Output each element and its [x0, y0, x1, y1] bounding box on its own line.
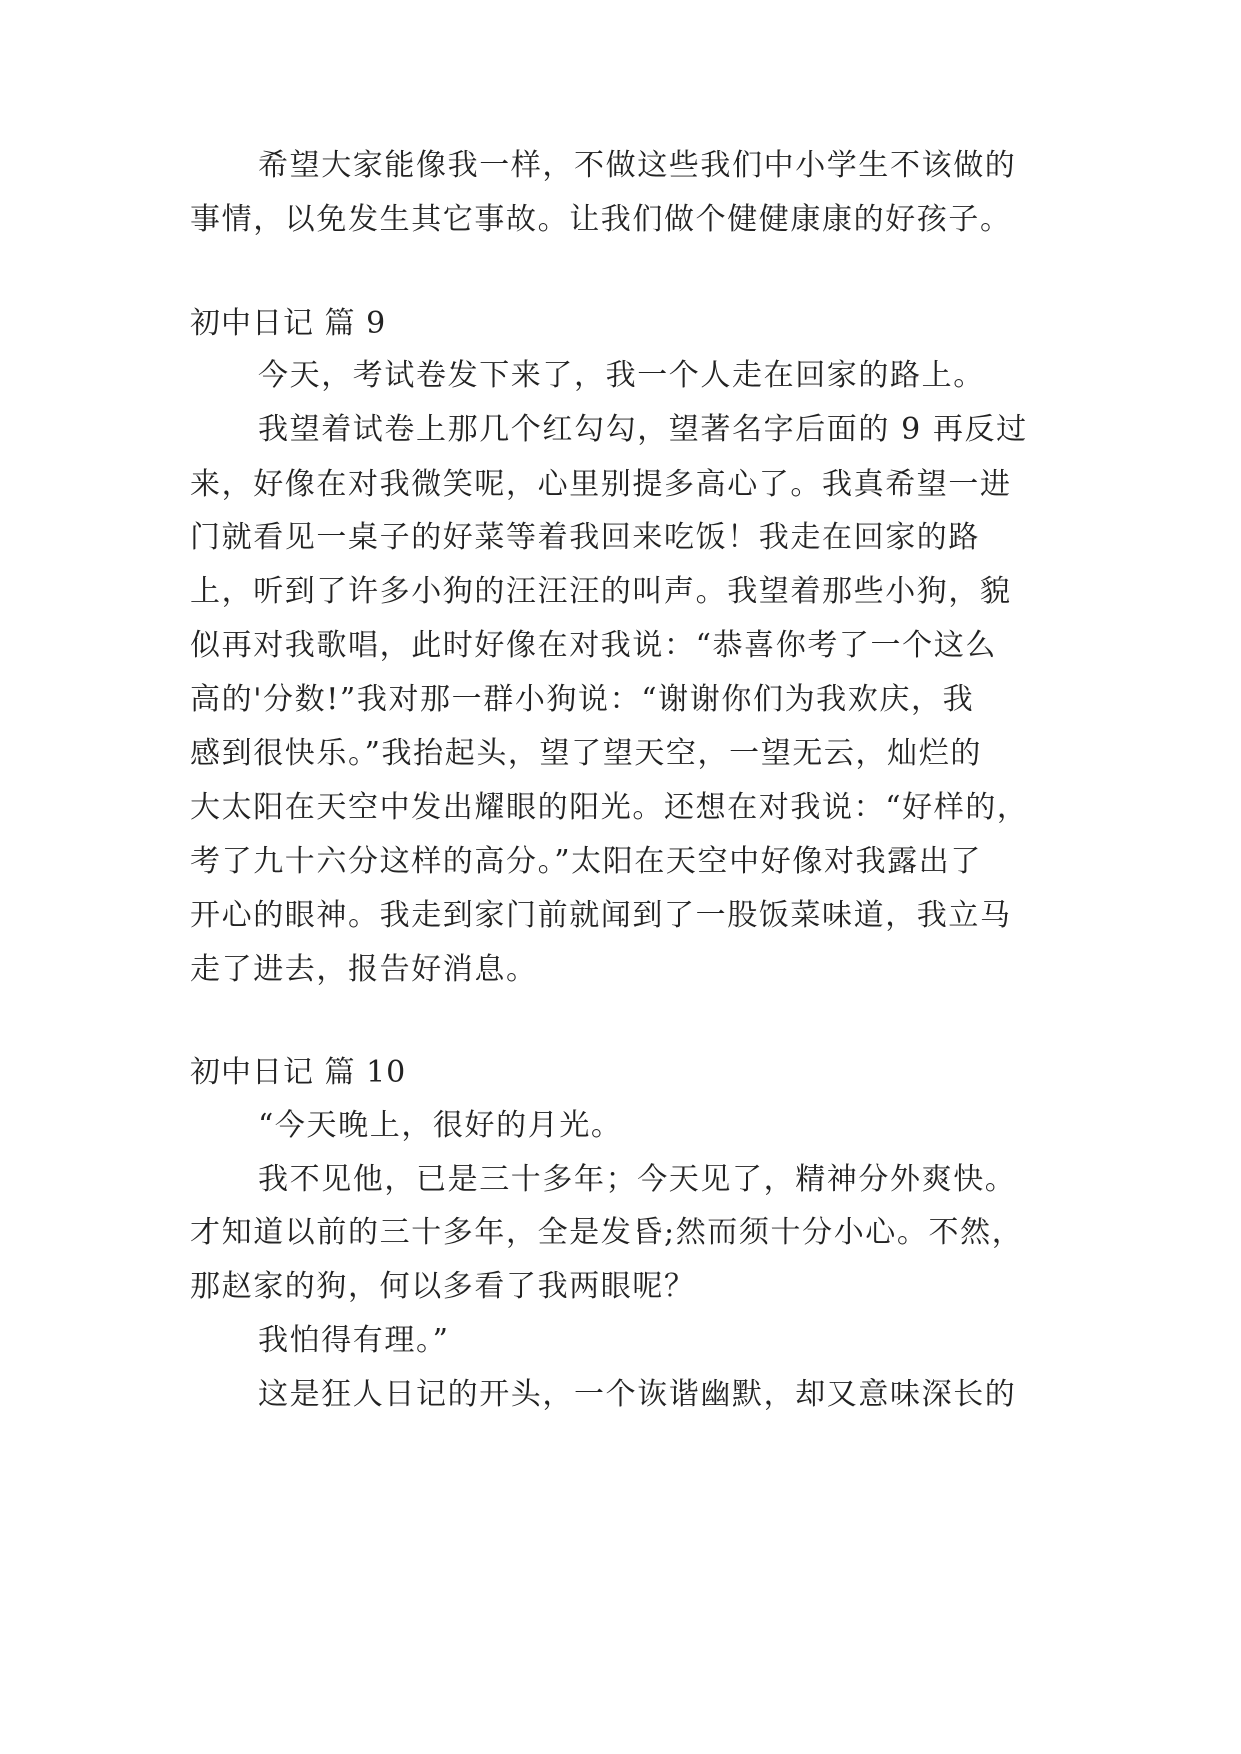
- paragraph-line: “今天晚上，很好的月光。: [258, 1108, 623, 1143]
- paragraph-line: 开心的眼神。我走到家门前就闻到了一股饭菜味道，我立马: [190, 898, 1012, 933]
- paragraph-line: 我怕得有理。”: [258, 1323, 450, 1358]
- paragraph-line: 那赵家的狗，何以多看了我两眼呢？: [190, 1269, 696, 1304]
- paragraph-line: 似再对我歌唱，此时好像在对我说：“恭喜你考了一个这么: [190, 628, 997, 663]
- paragraph-line: 我望着试卷上那几个红勾勾，望著名字后面的 9 再反过: [258, 412, 1028, 447]
- paragraph-line: 事情，以免发生其它事故。让我们做个健健康康的好孩子。: [190, 202, 1012, 237]
- paragraph-line: 感到很快乐。”我抬起头，望了望天空，一望无云，灿烂的: [190, 736, 982, 771]
- section-title: 初中日记 篇 10: [190, 1055, 407, 1090]
- paragraph-line: 今天，考试卷发下来了，我一个人走在回家的路上。: [258, 358, 985, 393]
- section-title: 初中日记 篇 9: [190, 306, 387, 341]
- paragraph-line: 这是狂人日记的开头，一个诙谐幽默，却又意味深长的: [258, 1377, 1017, 1412]
- paragraph-line: 才知道以前的三十多年，全是发昏;然而须十分小心。不然，: [190, 1215, 1024, 1250]
- paragraph-line: 高的'分数!”我对那一群小狗说：“谢谢你们为我欢庆，我: [190, 682, 975, 717]
- paragraph-line: 我不见他，已是三十多年；今天见了，精神分外爽快。: [258, 1162, 1017, 1197]
- paragraph-line: 走了进去，报告好消息。: [190, 952, 538, 987]
- paragraph-line: 门就看见一桌子的好菜等着我回来吃饭！我走在回家的路: [190, 520, 980, 555]
- paragraph-line: 大太阳在天空中发出耀眼的阳光。还想在对我说：“好样的，: [190, 790, 1029, 825]
- paragraph-line: 考了九十六分这样的高分。”太阳在天空中好像对我露出了: [190, 844, 982, 879]
- paragraph-line: 上，听到了许多小狗的汪汪汪的叫声。我望着那些小狗，貌: [190, 574, 1012, 609]
- paragraph-line: 希望大家能像我一样，不做这些我们中小学生不该做的: [258, 148, 1017, 183]
- paragraph-line: 来，好像在对我微笑呢，心里别提多高心了。我真希望一进: [190, 467, 1012, 502]
